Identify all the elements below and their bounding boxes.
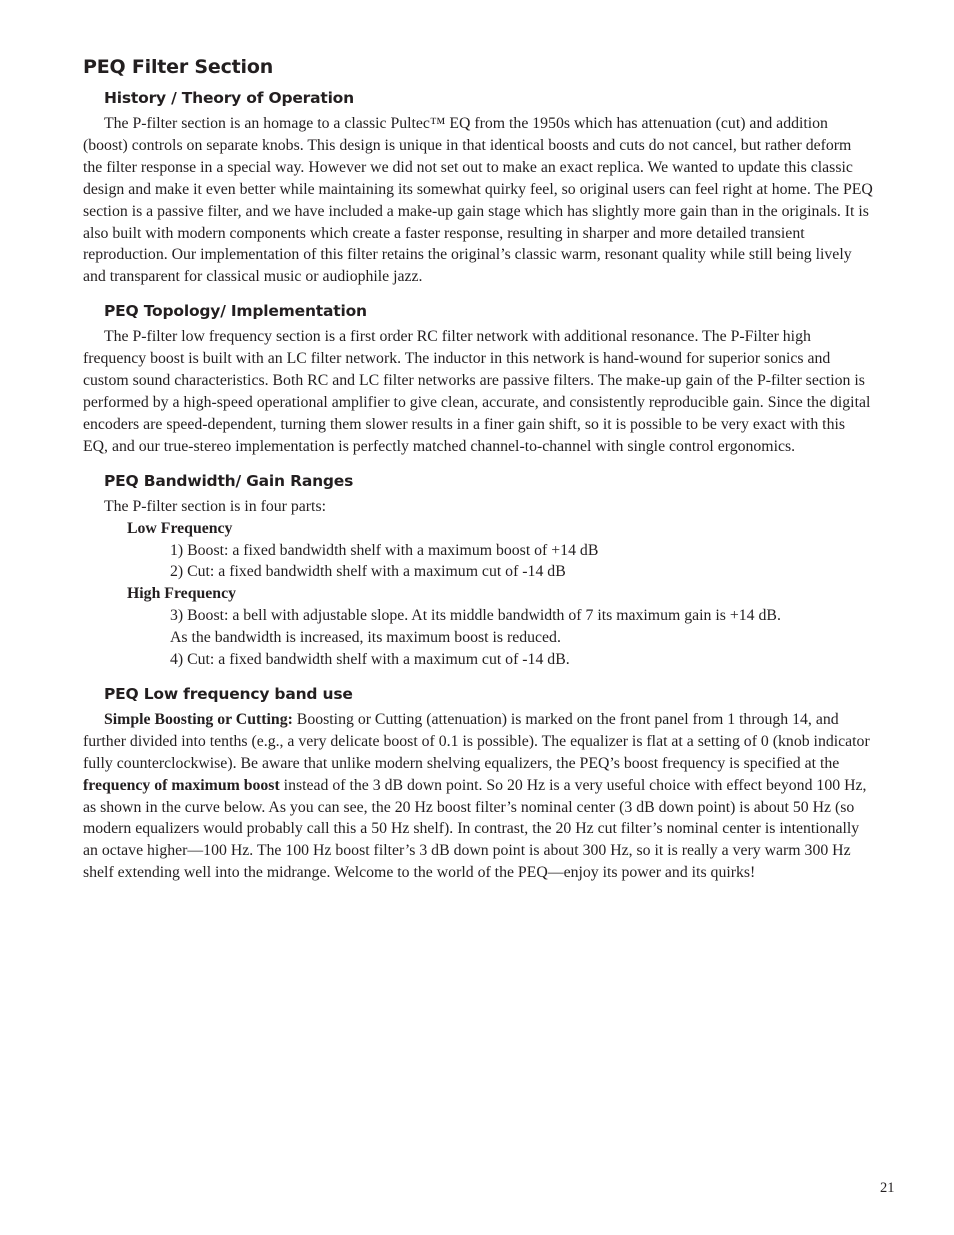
section-paragraph: The P-filter section is an homage to a classic Pultec™ EQ from the 1950s which has attenuation (cut) and addition (boost) controls on separate knobs. This design is unique in that identical boosts and cuts do not cancel, but rather deform the filter response in a special way. However we did not set out to make an exact replica. We wanted to update this classic design and make it even better while maintaining its somewhat quirky feel, so original users can feel right at home. The PEQ section is a passive filter, and we have included a make-up gain stage which has slightly more gain than in the originals. It is also built with modern components which create a faster response, resulting in sharper and more detailed transient reproduction. Our implementation of this filter retains the original’s classic warm, resonant quality while still being lively and transparent for classical music or audiophile jazz.	[83, 115, 873, 286]
section-heading: PEQ Low frequency band use	[104, 684, 353, 703]
section-topology	[83, 302, 873, 457]
section-paragraph	[83, 709, 873, 884]
document-page	[83, 56, 873, 898]
list-item: As the bandwidth is increased, its maximum boost is reduced.	[170, 629, 561, 647]
high-frequency-label: High Frequency	[127, 585, 236, 603]
lead-in: Simple Boosting or Cutting:	[104, 710, 293, 728]
emphasis-text: frequency of maximum boost	[83, 776, 280, 794]
list-item: 4) Cut: a fixed bandwidth shelf with a maximum cut of -14 dB.	[170, 651, 570, 669]
low-frequency-label: Low Frequency	[127, 519, 233, 537]
page-number: 21	[880, 1180, 895, 1196]
section-heading: History / Theory of Operation	[104, 89, 354, 107]
section-heading: PEQ Topology/ Implementation	[104, 302, 367, 321]
list-item: 3) Boost: a bell with adjustable slope. At its middle bandwidth of 7 its maximum gain is +14 dB.	[170, 607, 781, 625]
paragraph-text: Boosting or Cutting (attenuation) is marked on the front panel from 1 through 14, and further divided into tenths (e.g., a very delicate boost of 0.1 is possible). The equalizer is flat at a setting of 0 (knob indicator fully counterclockwise). Be aware that unlike modern shelving equalizers, the PEQ’s boost frequency is specified at the	[83, 710, 870, 772]
section-heading: PEQ Bandwidth/ Gain Ranges	[104, 471, 354, 490]
list-item: 1) Boost: a fixed bandwidth shelf with a maximum boost of +14 dB	[170, 541, 599, 559]
section-bandwidth	[83, 472, 873, 671]
list-item: 2) Cut: a fixed bandwidth shelf with a maximum cut of -14 dB	[170, 563, 566, 581]
section-low-frequency-use	[83, 685, 873, 884]
list-intro: The P-filter section is in four parts:	[104, 497, 326, 515]
paragraph-text: instead of the 3 dB down point. So 20 Hz is a very useful choice with effect beyond 100 Hz, as shown in the curve below. As you can see, the 20 Hz boost filter’s nominal center (3 dB down point) is about 50 Hz (so modern equalizers would probably call this a 50 Hz shelf). In contrast, the 20 Hz cut filter’s nominal center is intentionally an octave higher—100 Hz. The 100 Hz boost filter’s 3 dB down point is about 300 Hz, so it is really a very warm 300 Hz shelf extending well into the midrange. Welcome to the world of the PEQ—enjoy its power and its quirks!	[83, 776, 867, 882]
page-title: PEQ Filter Section	[83, 56, 274, 78]
section-paragraph: The P-filter low frequency section is a first order RC filter network with additional resonance. The P-Filter high frequency boost is built with an LC filter network. The inductor in this network is hand-wound for superior sonics and custom sound characteristics. Both RC and LC filter networks are passive filters. The make-up gain of the P-filter section is performed by a high-speed operational amplifier to give clean, accurate, and consistently reproducible gain. Since the digital encoders are speed-dependent, turning them slower results in a finer gain shift, so it is possible to be very exact with this EQ, and our true-stereo implementation is perfectly matched channel-to-channel with single control ergonomics.	[83, 328, 871, 455]
section-history	[83, 89, 873, 288]
